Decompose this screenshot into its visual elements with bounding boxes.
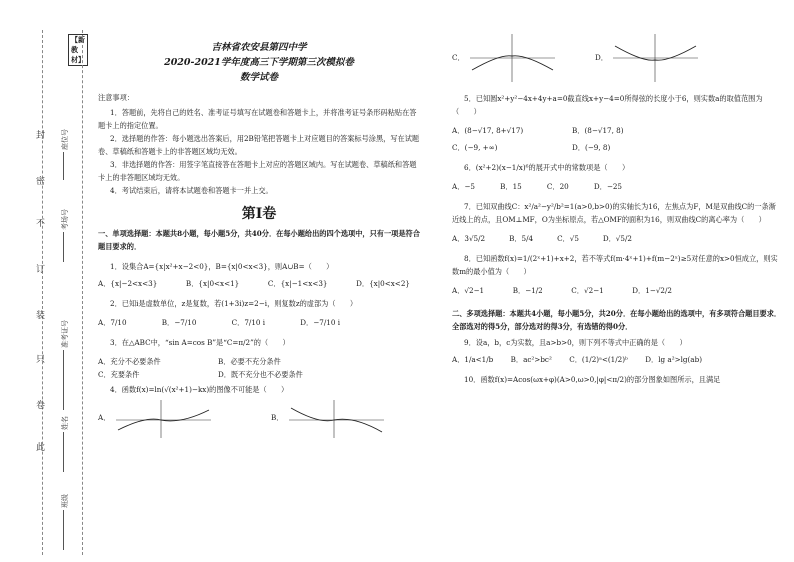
seat-number-line bbox=[63, 152, 64, 180]
question-stem: 8．已知函数f(x)=1/(2ˣ+1)+x+2，若不等式f(m·4ˣ+1)+f(m−2ˣ)≥5对任意的x>0恒成立，则实数m的最小值为（ ） bbox=[452, 254, 778, 276]
option-c: C．(1/2)ᵃ<(1/2)ᵇ bbox=[569, 355, 628, 364]
option-d: D．既不充分也不必要条件 bbox=[218, 370, 303, 379]
option-c: C．(−9, +∞) bbox=[452, 143, 498, 152]
question-5 bbox=[452, 92, 782, 154]
graph-label-d: D． bbox=[595, 53, 608, 62]
question-stem: 4．函数f(x)=ln(√(x²+1)−kx)的图像不可能是（ ） bbox=[110, 385, 289, 394]
option-a: A．√2−1 bbox=[452, 286, 485, 295]
question-3 bbox=[98, 336, 420, 381]
option-c: C．20 bbox=[546, 182, 569, 191]
option-d: D．1−√2/2 bbox=[632, 286, 672, 295]
exam-year: 2020-2021学年度高三下学期第三次模拟卷 bbox=[164, 57, 354, 68]
school-name: 吉林省农安县第四中学 bbox=[211, 42, 307, 53]
seal-line-inner bbox=[82, 30, 83, 555]
seal-char: 封 bbox=[36, 131, 46, 141]
graph-b-icon bbox=[289, 398, 384, 438]
seal-char: 装 bbox=[36, 311, 46, 321]
option-b: B．5/4 bbox=[509, 234, 534, 243]
question-2 bbox=[98, 297, 420, 329]
question-4 bbox=[98, 383, 420, 438]
notice-item: 4．考试结束后，请将本试题卷和答题卡一并上交。 bbox=[110, 186, 273, 195]
right-column bbox=[452, 40, 782, 386]
option-d: D．−25 bbox=[593, 182, 622, 191]
option-c: C．√5 bbox=[557, 234, 579, 243]
exam-room-line bbox=[63, 232, 64, 262]
question-8 bbox=[452, 252, 782, 297]
question-stem: 2．已知i是虚数单位，z是复数，若(1+3i)z=2−i，则复数z的虚部为（ ） bbox=[110, 299, 358, 308]
option-c: C．7/10 i bbox=[231, 318, 266, 327]
question-9 bbox=[452, 336, 782, 366]
admission-number-line bbox=[63, 350, 64, 410]
question-10 bbox=[452, 373, 782, 386]
option-c: C．{x|−1<x<3} bbox=[267, 279, 328, 288]
section-two-heading: 二、多项选择题：本题共4小题，每小题5分，共20分．在每小题给出的选项中，有多项符合题目要求．全部选对的得5分，部分选对的得3分，有选错的得0分． bbox=[452, 309, 782, 331]
seal-char: 密 bbox=[36, 177, 46, 187]
name-label: 姓名 bbox=[61, 416, 69, 430]
graph-c-icon bbox=[470, 34, 555, 82]
graph-d-icon bbox=[613, 34, 698, 82]
question-stem: 6．(x²+2)(x−1/x)⁶的展开式中的常数项是（ ） bbox=[464, 163, 630, 172]
name-line bbox=[63, 432, 64, 472]
class-line bbox=[63, 510, 64, 550]
option-d: D．lg a²>lg(ab) bbox=[645, 355, 702, 364]
option-d: D．√5/2 bbox=[602, 234, 632, 243]
seal-char: 此 bbox=[36, 443, 46, 453]
section-one-heading: 一、单项选择题：本题共8小题，每小题5分，共40分．在每小题给出的四个选项中，只有一项是符合题目要求的． bbox=[98, 229, 420, 251]
part-one-title: 第Ⅰ卷 bbox=[241, 206, 277, 222]
option-a: A．7/10 bbox=[98, 318, 127, 327]
option-d: D．(−9, 8) bbox=[572, 143, 611, 152]
question-stem: 10．函数f(x)=Acos(ωx+φ)(A>0,ω>0,|φ|<π/2)的部分图象如图所示，且满足 bbox=[464, 375, 721, 384]
notice-item: 1．答题前，先将自己的姓名、准考证号填写在试题卷和答题卡上，并将准考证号条形码粘贴在答题卡上的指定位置。 bbox=[98, 108, 417, 130]
question-stem: 7．已知双曲线C：x²/a²−y²/b²=1(a>0,b>0)的实轴长为16，左焦点为F，M是双曲线C的一条渐近线上的点，且OM⊥MF，O为坐标原点，若△OMF的面积为16，则双曲线C的离心率为（ ） bbox=[452, 202, 776, 224]
question-stem: 3．在△ABC中，“sin A=cos B”是“C=π/2”的（ ） bbox=[110, 338, 290, 347]
option-b: B．(8−√17, 8) bbox=[572, 126, 624, 135]
binding-margin bbox=[0, 0, 85, 562]
seat-number-label: 座位号 bbox=[61, 129, 69, 150]
option-b: B．ac²>bc² bbox=[510, 355, 552, 364]
left-column bbox=[98, 40, 420, 438]
exam-header bbox=[98, 40, 420, 85]
graph-label-b: B． bbox=[271, 413, 284, 422]
seal-char: 只 bbox=[36, 355, 46, 365]
option-b: B．必要不充分条件 bbox=[218, 357, 281, 366]
option-a: A．充分不必要条件 bbox=[98, 357, 161, 366]
question-4-continued bbox=[452, 34, 782, 82]
option-d: D．{x|0<x<2} bbox=[356, 279, 410, 288]
option-a: A．3√5/2 bbox=[452, 234, 486, 243]
graph-label-c: C． bbox=[452, 53, 465, 62]
seal-char: 不 bbox=[36, 219, 46, 229]
notice-item: 2．选择题的作答：每小题选出答案后，用2B铅笔把答题卡上对应题目的答案标号涂黑，写在试题卷、草稿纸和答题卡上的非答题区域均无效。 bbox=[98, 134, 420, 156]
option-a: A．1/a<1/b bbox=[452, 355, 494, 364]
class-label: 班级 bbox=[61, 494, 69, 508]
option-c: C．√2−1 bbox=[571, 286, 604, 295]
exam-subject: 数学试卷 bbox=[239, 72, 278, 83]
question-1 bbox=[98, 260, 420, 290]
seal-line bbox=[42, 30, 43, 555]
notice-item: 3．非选择题的作答：用签字笔直接答在答题卡上对应的答题区域内。写在试题卷、草稿纸和答题卡上的非答题区域均无效。 bbox=[98, 160, 417, 182]
option-b: B．15 bbox=[500, 182, 522, 191]
option-a: A．(8−√17, 8+√17) bbox=[452, 126, 524, 135]
option-a: A．−5 bbox=[452, 182, 475, 191]
option-a: A．{x|−2<x<3} bbox=[98, 279, 158, 288]
option-d: D．−7/10 i bbox=[300, 318, 340, 327]
option-b: B．−7/10 bbox=[161, 318, 197, 327]
question-6 bbox=[452, 161, 782, 193]
question-stem: 1．设集合A={x|x²+x−2<0}，B={x|0<x<3}，则A∪B=（ ） bbox=[110, 262, 334, 271]
admission-number-label: 准考证号 bbox=[61, 320, 69, 348]
question-7 bbox=[452, 200, 782, 245]
new-material-stamp: 【新教材】 bbox=[68, 34, 88, 66]
question-stem: 5．已知圆x²+y²−4x+4y+a=0截直线x+y−4=0所得弦的长度小于6，则实数a的取值范围为（ ） bbox=[452, 94, 763, 116]
exam-room-label: 考场号 bbox=[61, 209, 69, 230]
option-c: C．充要条件 bbox=[98, 370, 140, 379]
notice-heading: 注意事项： bbox=[98, 93, 134, 102]
question-stem: 9．设a，b，c为实数，且a>b>0，则下列不等式中正确的是（ ） bbox=[464, 338, 687, 347]
seal-char: 卷 bbox=[36, 401, 46, 411]
graph-label-a: A． bbox=[98, 413, 111, 422]
option-b: B．{x|0<x<1} bbox=[185, 279, 240, 288]
option-b: B．−1/2 bbox=[512, 286, 543, 295]
graph-a-icon bbox=[116, 398, 211, 438]
seal-char: 订 bbox=[36, 265, 46, 275]
